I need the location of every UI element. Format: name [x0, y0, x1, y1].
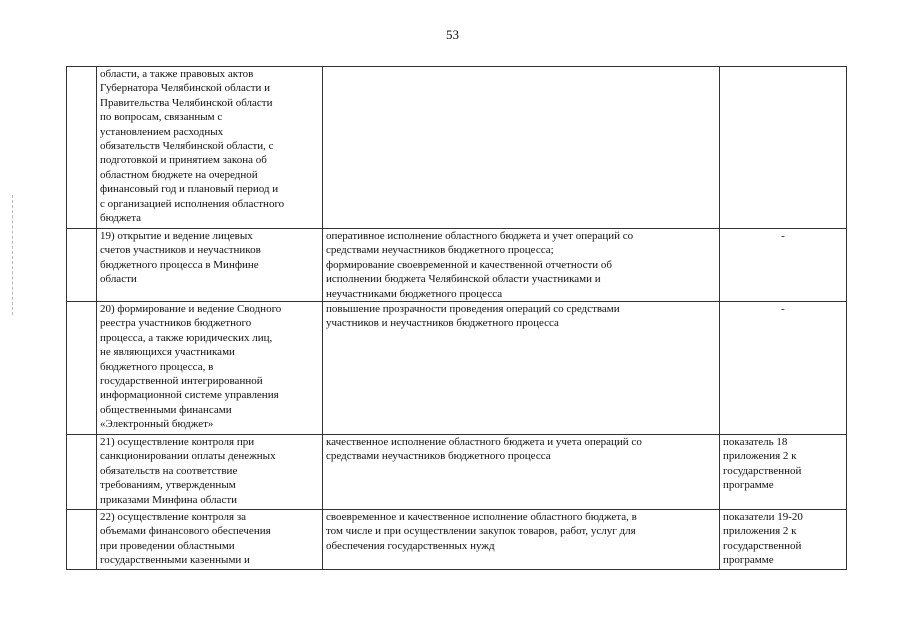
expected-result-cell: [323, 67, 720, 229]
activity-name-cell: 22) осуществление контроля за объемами финансового обеспечения при проведении областными государственными казенными и: [97, 510, 323, 570]
activity-name-cell: 19) открытие и ведение лицевых счетов участников и неучастников бюджетного процесса в Минфине области: [97, 229, 323, 302]
indicator-cell: -: [720, 229, 847, 302]
expected-result-cell: качественное исполнение областного бюджета и учета операций со средствами неучастников бюджетного процесса: [323, 435, 720, 510]
table-row: [67, 435, 847, 510]
row-number-cell: [67, 510, 97, 570]
row-number-cell: [67, 302, 97, 435]
table-row: [67, 67, 847, 229]
activity-name-cell: области, а также правовых актов Губернатора Челябинской области и Правительства Челябинской области по вопросам, связанным с установлением расходных обязательств Челябинской области, с подготовкой и принятием закона об областном бюджете на очередной финансовый год и плановый период и с организацией исполнения областного бюджета: [97, 67, 323, 229]
row-number-cell: [67, 67, 97, 229]
row-number-cell: [67, 435, 97, 510]
activities-table: [66, 66, 847, 570]
table-row: [67, 302, 847, 435]
indicator-cell: показатель 18 приложения 2 к государственной программе: [720, 435, 847, 510]
indicator-cell: -: [720, 302, 847, 435]
table-row: [67, 229, 847, 302]
expected-result-cell: оперативное исполнение областного бюджета и учет операций со средствами неучастников бюджетного процесса; формирование своевременной и качественной отчетности об исполнении бюджета Челябинской области участниками и неучастниками бюджетного процесса: [323, 229, 720, 302]
activity-name-cell: 21) осуществление контроля при санкционировании оплаты денежных обязательств на соответствие требованиям, утвержденным приказами Минфина области: [97, 435, 323, 510]
row-number-cell: [67, 229, 97, 302]
expected-result-cell: своевременное и качественное исполнение областного бюджета, в том числе и при осуществлении закупок товаров, работ, услуг для обеспечения государственных нужд: [323, 510, 720, 570]
indicator-cell: показатели 19-20 приложения 2 к государственной программе: [720, 510, 847, 570]
indicator-cell: [720, 67, 847, 229]
page-number: 53: [446, 27, 459, 42]
margin-binding-mark: [12, 195, 13, 315]
activity-name-cell: 20) формирование и ведение Сводного реестра участников бюджетного процесса, а также юридических лиц, не являющихся участниками бюджетного процесса, в государственной интегрированной информационной системе управления общественными финансами «Электронный бюджет»: [97, 302, 323, 435]
expected-result-cell: повышение прозрачности проведения операций со средствами участников и неучастников бюджетного процесса: [323, 302, 720, 435]
table-row: [67, 510, 847, 570]
